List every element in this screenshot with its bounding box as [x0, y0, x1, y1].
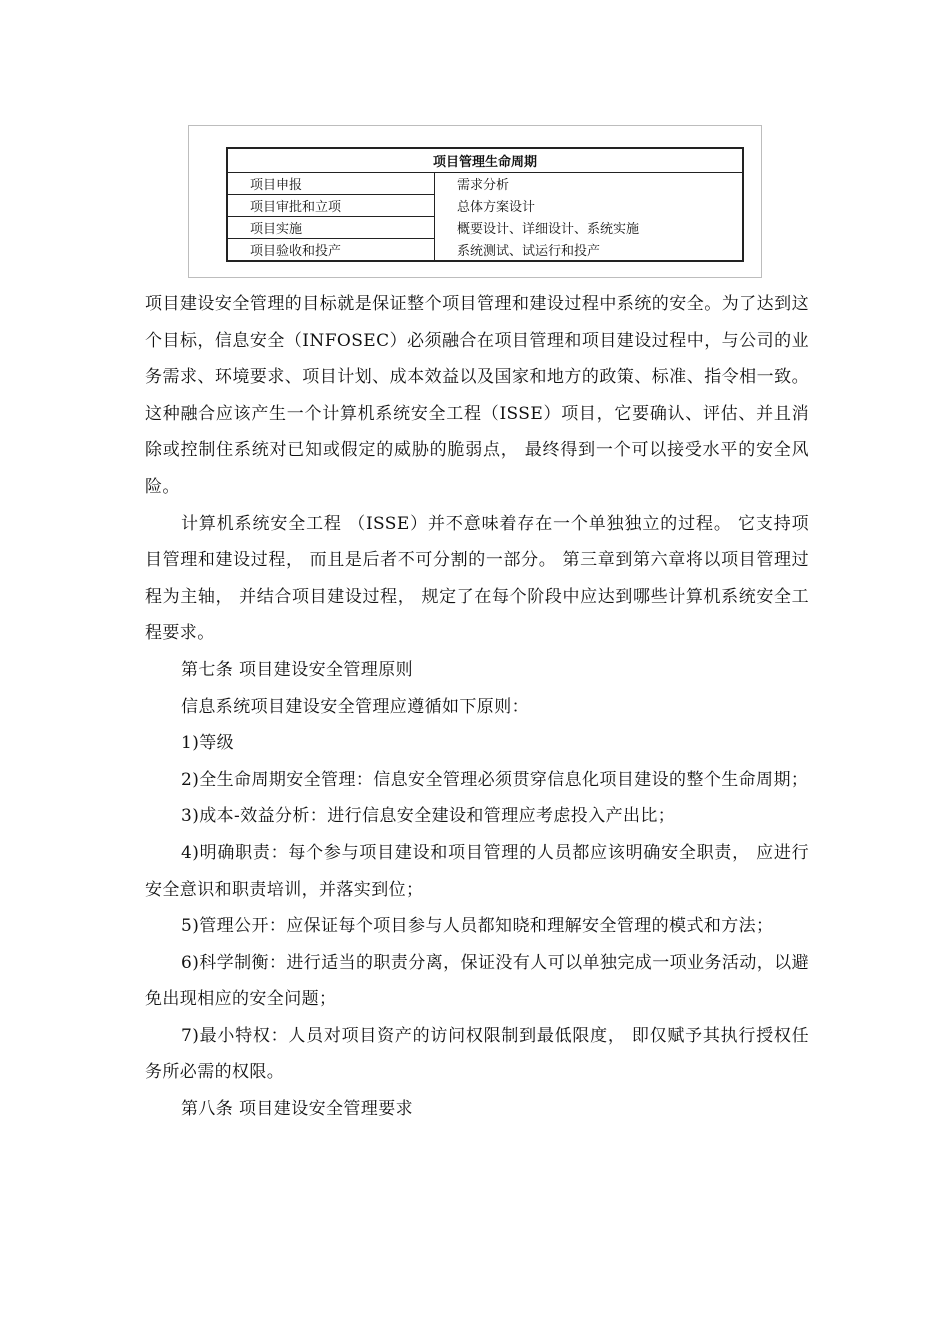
paragraph-goal: 项目建设安全管理的目标就是保证整个项目管理和建设过程中系统的安全。为了达到这个目标，信息安全（INFOSEC）必须融合在项目管理和项目建设过程中，与公司的业务需求、环境要求、项目计划、成本效益以及国家和地方的政策、标准、指令相一致。这种融合应该产生一个计算机系统安全工程（ISSE）项目，它要确认、评估、并且消除或控制住系统对已知或假定的威胁的脆弱点， 最终得到一个可以接受水平的安全风险。 — [145, 294, 809, 497]
document-body — [145, 286, 809, 1128]
principle-item: 6)科学制衡：进行适当的职责分离，保证没有人可以单独完成一项业务活动，以避免出现相应的安全问题； — [145, 952, 809, 1010]
phase-cell: 项目验收和投产 — [227, 239, 435, 262]
phase-cell: 项目申报 — [227, 173, 435, 195]
activity-cell: 总体方案设计 — [435, 195, 744, 217]
table-row — [227, 195, 743, 217]
activity-cell: 概要设计、详细设计、系统实施 — [435, 217, 744, 239]
table-row — [227, 239, 743, 262]
phase-cell: 项目实施 — [227, 217, 435, 239]
article-7-heading: 第七条 项目建设安全管理原则 — [181, 659, 414, 680]
lifecycle-table-title: 项目管理生命周期 — [227, 148, 743, 173]
table-row — [227, 217, 743, 239]
principle-item: 7)最小特权：人员对项目资产的访问权限制到最低限度， 即仅赋予其执行授权任务所必需的权限。 — [145, 1025, 809, 1083]
phase-cell: 项目审批和立项 — [227, 195, 435, 217]
table-row — [227, 173, 743, 195]
principle-item: 1)等级 — [181, 733, 235, 754]
activity-cell: 系统测试、试运行和投产 — [435, 239, 744, 262]
paragraph-isse: 计算机系统安全工程 （ISSE）并不意味着存在一个单独独立的过程。 它支持项目管理和建设过程， 而且是后者不可分割的一部分。 第三章到第六章将以项目管理过程为主轴， 并结合项目建设过程， 规定了在每个阶段中应达到哪些计算机系统安全工程要求。 — [145, 513, 809, 644]
principles-intro: 信息系统项目建设安全管理应遵循如下原则： — [181, 696, 529, 717]
principle-item: 3)成本-效益分析：进行信息安全建设和管理应考虑投入产出比； — [181, 806, 676, 827]
principle-item: 2)全生命周期安全管理：信息安全管理必须贯穿信息化项目建设的整个生命周期； — [181, 769, 809, 790]
principle-item: 4)明确职责：每个参与项目建设和项目管理的人员都应该明确安全职责， 应进行安全意识和职责培训，并落实到位； — [145, 842, 809, 900]
activity-cell: 需求分析 — [435, 173, 744, 195]
principle-item: 5)管理公开：应保证每个项目参与人员都知晓和理解安全管理的模式和方法； — [181, 916, 774, 937]
lifecycle-table — [226, 147, 744, 262]
article-8-heading: 第八条 项目建设安全管理要求 — [181, 1099, 414, 1120]
lifecycle-figure — [188, 125, 762, 278]
